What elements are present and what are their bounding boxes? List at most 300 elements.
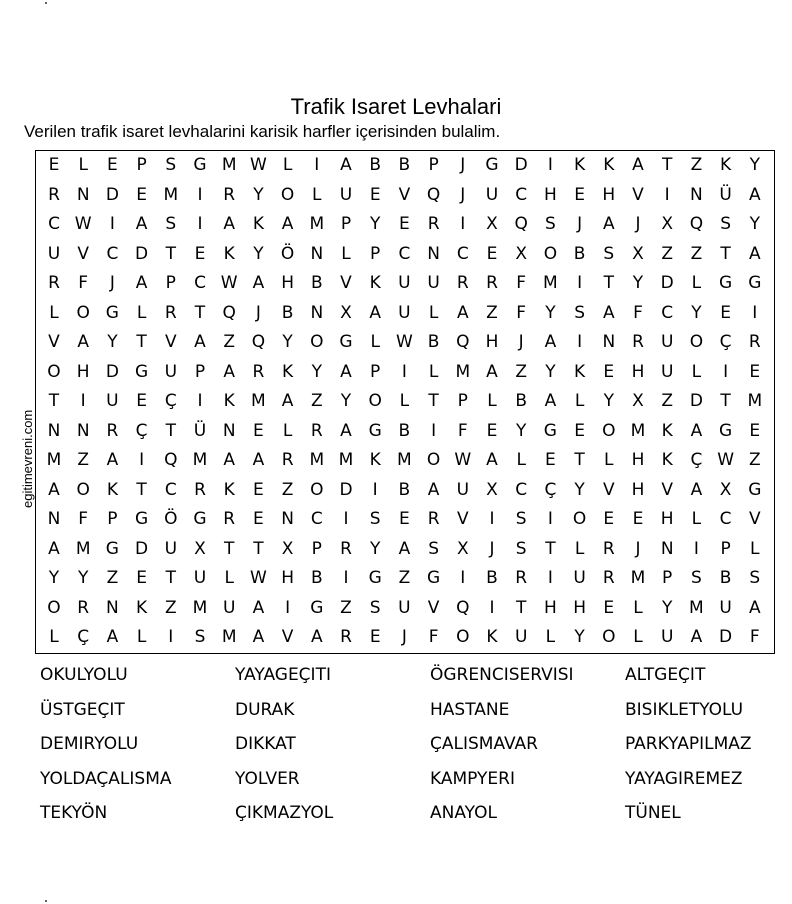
grid-letter[interactable]: S [544, 214, 556, 234]
grid-letter[interactable]: L [399, 391, 410, 411]
grid-letter[interactable]: L [750, 538, 760, 559]
grid-letter[interactable]: A [456, 302, 469, 323]
grid-letter[interactable]: M [221, 627, 237, 647]
grid-letter[interactable]: M [75, 538, 91, 559]
grid-letter[interactable]: E [574, 420, 585, 441]
grid-letter[interactable]: A [486, 450, 498, 470]
grid-letter[interactable]: H [281, 568, 294, 588]
grid-letter[interactable]: A [340, 420, 352, 441]
grid-letter[interactable]: D [135, 243, 149, 264]
grid-letter[interactable]: K [661, 420, 673, 441]
grid-letter[interactable]: U [398, 273, 411, 293]
grid-letter[interactable]: R [281, 450, 294, 470]
grid-letter[interactable]: D [719, 627, 733, 647]
grid-letter[interactable]: K [282, 361, 294, 382]
grid-letter[interactable]: R [340, 538, 352, 559]
grid-letter[interactable]: Ü [719, 184, 732, 205]
grid-letter[interactable]: H [602, 184, 616, 205]
grid-letter[interactable]: P [107, 509, 118, 529]
grid-letter[interactable]: H [76, 361, 90, 382]
grid-letter[interactable]: M [630, 420, 646, 441]
grid-letter[interactable]: T [720, 391, 731, 411]
grid-letter[interactable]: Y [107, 332, 118, 352]
grid-letter[interactable]: U [398, 597, 411, 618]
grid-letter[interactable]: Z [690, 243, 703, 264]
grid-letter[interactable]: E [749, 420, 761, 441]
grid-letter[interactable]: R [602, 538, 615, 559]
grid-letter[interactable]: T [253, 538, 264, 559]
grid-letter[interactable]: I [752, 302, 758, 323]
grid-letter[interactable]: B [398, 479, 411, 500]
grid-letter[interactable]: M [163, 184, 179, 205]
grid-letter[interactable]: L [428, 361, 439, 382]
grid-letter[interactable]: T [165, 243, 176, 264]
grid-letter[interactable]: R [48, 184, 60, 205]
grid-letter[interactable]: E [136, 568, 147, 588]
grid-letter[interactable]: Z [748, 450, 761, 470]
grid-letter[interactable]: P [340, 214, 352, 234]
grid-letter[interactable]: I [197, 391, 203, 411]
grid-letter[interactable]: S [194, 627, 206, 647]
grid-letter[interactable]: Z [340, 597, 352, 618]
grid-letter[interactable]: L [224, 568, 234, 588]
grid-letter[interactable]: K [661, 450, 673, 470]
grid-letter[interactable]: R [252, 361, 265, 382]
grid-letter[interactable]: J [518, 332, 524, 352]
grid-letter[interactable]: R [748, 332, 761, 352]
grid-letter[interactable]: A [748, 597, 761, 618]
grid-letter[interactable]: H [631, 479, 645, 500]
grid-letter[interactable]: O [310, 332, 324, 352]
grid-letter[interactable]: A [77, 332, 89, 352]
grid-letter[interactable]: O [456, 627, 470, 647]
grid-letter[interactable]: I [547, 509, 553, 529]
grid-letter[interactable]: L [370, 332, 380, 352]
grid-letter[interactable]: U [222, 597, 236, 618]
grid-letter[interactable]: A [690, 479, 703, 500]
grid-letter[interactable]: J [489, 538, 495, 559]
grid-letter[interactable]: U [339, 184, 353, 205]
grid-letter[interactable]: A [281, 214, 294, 234]
grid-letter[interactable]: J [255, 302, 261, 323]
grid-letter[interactable]: S [165, 214, 177, 234]
grid-letter[interactable]: I [577, 332, 583, 352]
grid-letter[interactable]: I [168, 627, 174, 647]
grid-letter[interactable]: N [660, 538, 674, 559]
grid-letter[interactable]: Y [603, 391, 614, 411]
grid-letter[interactable]: W [249, 568, 267, 588]
grid-letter[interactable]: V [77, 243, 89, 264]
grid-letter[interactable]: C [48, 214, 60, 234]
grid-letter[interactable]: U [485, 184, 499, 205]
grid-letter[interactable]: P [165, 273, 176, 293]
grid-letter[interactable]: E [48, 155, 60, 175]
grid-letter[interactable]: G [310, 597, 324, 618]
grid-letter[interactable]: S [165, 155, 177, 175]
grid-letter[interactable]: V [164, 332, 177, 352]
grid-letter[interactable]: M [192, 450, 208, 470]
grid-letter[interactable]: L [633, 597, 643, 618]
grid-letter[interactable]: O [689, 332, 704, 352]
grid-letter[interactable]: G [105, 538, 119, 559]
grid-letter[interactable]: T [428, 391, 439, 411]
grid-letter[interactable]: R [340, 627, 352, 647]
grid-letter[interactable]: D [660, 273, 674, 293]
grid-letter[interactable]: B [486, 568, 498, 588]
grid-letter[interactable]: N [310, 243, 324, 264]
grid-letter[interactable]: U [719, 597, 732, 618]
grid-letter[interactable]: C [515, 479, 528, 500]
grid-letter[interactable]: M [455, 361, 471, 382]
grid-letter[interactable]: A [252, 450, 265, 470]
grid-letter[interactable]: T [194, 302, 206, 323]
grid-letter[interactable]: A [340, 361, 352, 382]
grid-letter[interactable]: U [398, 302, 411, 323]
grid-letter[interactable]: G [368, 568, 382, 588]
grid-letter[interactable]: P [370, 243, 381, 264]
grid-letter[interactable]: U [193, 568, 207, 588]
grid-letter[interactable]: O [47, 597, 61, 618]
grid-letter[interactable]: Q [251, 332, 266, 352]
grid-letter[interactable]: H [485, 332, 499, 352]
grid-letter[interactable]: G [748, 479, 762, 500]
grid-letter[interactable]: J [635, 214, 641, 234]
grid-letter[interactable]: V [748, 509, 761, 529]
grid-letter[interactable]: L [545, 627, 556, 647]
grid-letter[interactable]: S [428, 538, 439, 559]
grid-letter[interactable]: R [427, 214, 440, 234]
grid-letter[interactable]: Q [514, 214, 528, 234]
grid-letter[interactable]: G [339, 332, 353, 352]
grid-letter[interactable]: X [632, 391, 644, 411]
grid-letter[interactable]: U [660, 627, 674, 647]
grid-letter[interactable]: O [602, 420, 616, 441]
grid-letter[interactable]: S [720, 214, 731, 234]
grid-letter[interactable]: J [635, 538, 641, 559]
grid-letter[interactable]: W [717, 450, 734, 470]
grid-letter[interactable]: L [604, 450, 614, 470]
grid-letter[interactable]: D [105, 184, 119, 205]
grid-letter[interactable]: A [310, 627, 323, 647]
grid-letter[interactable]: A [690, 627, 703, 647]
grid-letter[interactable]: T [165, 420, 176, 441]
grid-letter[interactable]: P [720, 538, 731, 559]
grid-letter[interactable]: L [282, 420, 293, 441]
grid-letter[interactable]: E [749, 361, 761, 382]
grid-letter[interactable]: I [431, 420, 437, 441]
grid-letter[interactable]: C [661, 302, 674, 323]
grid-letter[interactable]: Z [310, 391, 323, 411]
grid-letter[interactable]: G [748, 273, 762, 293]
grid-letter[interactable]: L [282, 155, 293, 175]
grid-letter[interactable]: K [720, 155, 732, 175]
grid-letter[interactable]: Q [689, 214, 704, 234]
grid-letter[interactable]: E [632, 509, 644, 529]
grid-letter[interactable]: F [516, 302, 527, 323]
grid-letter[interactable]: K [574, 361, 586, 382]
grid-letter[interactable]: O [47, 361, 61, 382]
grid-letter[interactable]: L [136, 302, 147, 323]
grid-letter[interactable]: P [662, 568, 673, 588]
grid-letter[interactable]: Y [545, 302, 556, 323]
grid-letter[interactable]: X [719, 479, 732, 500]
grid-letter[interactable]: A [252, 627, 265, 647]
grid-letter[interactable]: R [486, 273, 498, 293]
grid-letter[interactable]: V [632, 184, 644, 205]
grid-letter[interactable]: A [690, 420, 703, 441]
grid-letter[interactable]: G [105, 302, 119, 323]
grid-letter[interactable]: O [572, 509, 587, 529]
grid-letter[interactable]: V [427, 597, 440, 618]
grid-letter[interactable]: E [603, 597, 615, 618]
grid-letter[interactable]: N [47, 509, 61, 529]
grid-letter[interactable]: E [253, 420, 264, 441]
grid-letter[interactable]: J [109, 273, 115, 293]
grid-letter[interactable]: Y [749, 155, 760, 175]
grid-letter[interactable]: H [660, 509, 674, 529]
grid-letter[interactable]: H [543, 184, 557, 205]
grid-letter[interactable]: G [368, 420, 382, 441]
grid-letter[interactable]: B [398, 420, 411, 441]
grid-letter[interactable]: P [370, 361, 381, 382]
grid-letter[interactable]: I [285, 597, 291, 618]
grid-letter[interactable]: I [693, 538, 699, 559]
grid-letter[interactable]: G [193, 509, 207, 529]
grid-letter[interactable]: R [456, 273, 469, 293]
grid-letter[interactable]: D [135, 538, 149, 559]
grid-letter[interactable]: G [719, 273, 733, 293]
grid-letter[interactable]: L [633, 627, 643, 647]
grid-letter[interactable]: E [399, 509, 410, 529]
grid-letter[interactable]: S [369, 597, 381, 618]
grid-letter[interactable]: T [574, 450, 585, 470]
grid-letter[interactable]: H [543, 597, 557, 618]
grid-letter[interactable]: I [139, 450, 145, 470]
grid-letter[interactable]: Y [48, 568, 60, 588]
grid-letter[interactable]: N [47, 420, 61, 441]
grid-letter[interactable]: O [310, 479, 324, 500]
grid-letter[interactable]: L [487, 391, 497, 411]
grid-letter[interactable]: A [48, 538, 60, 559]
grid-letter[interactable]: X [486, 214, 498, 234]
grid-letter[interactable]: R [515, 568, 528, 588]
grid-letter[interactable]: O [280, 184, 295, 205]
grid-letter[interactable]: A [369, 302, 381, 323]
grid-letter[interactable]: Z [223, 332, 236, 352]
grid-letter[interactable]: S [515, 509, 527, 529]
grid-letter[interactable]: G [193, 155, 207, 175]
grid-letter[interactable]: P [457, 391, 468, 411]
grid-letter[interactable]: U [164, 538, 178, 559]
grid-letter[interactable]: K [223, 243, 235, 264]
grid-letter[interactable]: N [76, 184, 90, 205]
grid-letter[interactable]: L [428, 302, 439, 323]
grid-letter[interactable]: G [427, 568, 441, 588]
grid-letter[interactable]: Y [545, 361, 556, 382]
grid-letter[interactable]: I [460, 214, 466, 234]
grid-letter[interactable]: S [515, 538, 527, 559]
grid-letter[interactable]: A [602, 214, 615, 234]
grid-letter[interactable]: V [456, 509, 469, 529]
grid-letter[interactable]: N [281, 509, 294, 529]
grid-letter[interactable]: M [251, 391, 266, 411]
grid-letter[interactable]: N [690, 184, 703, 205]
grid-letter[interactable]: R [194, 479, 206, 500]
grid-letter[interactable]: P [428, 155, 439, 175]
grid-letter[interactable]: I [314, 155, 320, 175]
grid-letter[interactable]: X [194, 538, 206, 559]
grid-letter[interactable]: X [456, 538, 469, 559]
grid-letter[interactable]: M [309, 214, 325, 234]
grid-letter[interactable]: W [220, 273, 238, 293]
grid-letter[interactable]: Ü [193, 420, 207, 441]
grid-letter[interactable]: R [106, 420, 119, 441]
grid-letter[interactable]: Ç [690, 450, 703, 470]
grid-letter[interactable]: K [574, 155, 586, 175]
grid-letter[interactable]: E [486, 420, 498, 441]
grid-letter[interactable]: Z [398, 568, 411, 588]
grid-letter[interactable]: N [310, 302, 324, 323]
grid-letter[interactable]: Y [253, 184, 264, 205]
grid-letter[interactable]: I [372, 479, 378, 500]
grid-letter[interactable]: E [253, 509, 264, 529]
grid-letter[interactable]: E [369, 627, 381, 647]
grid-letter[interactable]: L [691, 509, 702, 529]
grid-letter[interactable]: P [194, 361, 206, 382]
grid-letter[interactable]: T [720, 243, 731, 264]
grid-letter[interactable]: G [543, 420, 557, 441]
grid-letter[interactable]: R [602, 568, 615, 588]
grid-letter[interactable]: M [221, 155, 237, 175]
grid-letter[interactable]: I [343, 568, 349, 588]
grid-letter[interactable]: Y [369, 214, 381, 234]
grid-letter[interactable]: M [192, 597, 208, 618]
grid-letter[interactable]: G [719, 420, 733, 441]
grid-letter[interactable]: L [78, 155, 88, 175]
grid-letter[interactable]: A [544, 332, 557, 352]
grid-letter[interactable]: I [489, 597, 495, 618]
grid-letter[interactable]: C [398, 243, 411, 264]
grid-letter[interactable]: A [106, 450, 119, 470]
grid-letter[interactable]: Y [282, 332, 293, 352]
grid-letter[interactable]: A [223, 450, 235, 470]
grid-letter[interactable]: U [660, 361, 674, 382]
grid-letter[interactable]: A [194, 332, 206, 352]
grid-letter[interactable]: E [486, 243, 498, 264]
grid-letter[interactable]: A [252, 273, 265, 293]
grid-letter[interactable]: F [78, 273, 89, 293]
grid-letter[interactable]: M [747, 391, 763, 411]
grid-letter[interactable]: U [427, 273, 440, 293]
grid-letter[interactable]: Y [632, 273, 644, 293]
grid-letter[interactable]: M [689, 597, 704, 618]
grid-letter[interactable]: L [691, 361, 702, 382]
grid-letter[interactable]: C [719, 509, 732, 529]
grid-letter[interactable]: R [77, 597, 90, 618]
grid-letter[interactable]: I [80, 391, 86, 411]
grid-letter[interactable]: X [486, 479, 498, 500]
grid-letter[interactable]: M [397, 450, 412, 470]
grid-letter[interactable]: M [46, 450, 62, 470]
grid-letter[interactable]: I [401, 361, 407, 382]
grid-letter[interactable]: Ç [135, 420, 148, 441]
grid-letter[interactable]: T [661, 155, 673, 175]
grid-letter[interactable]: Z [661, 243, 674, 264]
grid-letter[interactable]: E [136, 391, 147, 411]
grid-letter[interactable]: X [632, 243, 644, 264]
grid-letter[interactable]: Y [369, 538, 381, 559]
grid-letter[interactable]: A [486, 361, 498, 382]
grid-letter[interactable]: M [309, 450, 325, 470]
grid-letter[interactable]: G [485, 155, 499, 175]
grid-letter[interactable]: B [398, 155, 411, 175]
grid-letter[interactable]: F [457, 420, 468, 441]
grid-letter[interactable]: M [543, 273, 558, 293]
grid-letter[interactable]: T [136, 479, 147, 500]
grid-letter[interactable]: C [310, 509, 323, 529]
grid-letter[interactable]: H [573, 597, 586, 618]
grid-letter[interactable]: W [249, 155, 267, 175]
grid-letter[interactable]: A [398, 538, 411, 559]
grid-letter[interactable]: I [197, 184, 203, 205]
grid-letter[interactable]: Z [486, 302, 498, 323]
grid-letter[interactable]: Ç [544, 479, 557, 500]
grid-letter[interactable]: M [630, 568, 646, 588]
grid-letter[interactable]: A [106, 627, 119, 647]
grid-letter[interactable]: E [399, 214, 410, 234]
grid-letter[interactable]: T [515, 597, 527, 618]
grid-letter[interactable]: I [460, 568, 466, 588]
grid-letter[interactable]: N [222, 420, 236, 441]
grid-letter[interactable]: P [136, 155, 147, 175]
grid-letter[interactable]: A [223, 214, 235, 234]
grid-letter[interactable]: K [223, 391, 235, 411]
grid-letter[interactable]: K [106, 479, 118, 500]
grid-letter[interactable]: T [136, 332, 147, 352]
grid-letter[interactable]: I [197, 214, 203, 234]
grid-letter[interactable]: V [340, 273, 352, 293]
grid-letter[interactable]: O [76, 479, 90, 500]
grid-letter[interactable]: T [603, 273, 614, 293]
grid-letter[interactable]: F [633, 302, 643, 323]
grid-letter[interactable]: K [486, 627, 498, 647]
grid-letter[interactable]: L [341, 243, 351, 264]
grid-letter[interactable]: R [632, 332, 644, 352]
grid-letter[interactable]: M [338, 450, 354, 470]
grid-letter[interactable]: K [252, 214, 264, 234]
grid-letter[interactable]: Y [253, 243, 264, 264]
grid-letter[interactable]: L [574, 538, 585, 559]
grid-letter[interactable]: I [109, 214, 115, 234]
grid-letter[interactable]: U [456, 479, 470, 500]
grid-letter[interactable]: E [253, 479, 264, 500]
grid-letter[interactable]: Z [281, 479, 294, 500]
grid-letter[interactable]: Y [515, 420, 527, 441]
grid-letter[interactable]: I [664, 184, 670, 205]
grid-letter[interactable]: I [723, 361, 729, 382]
grid-letter[interactable]: A [602, 302, 615, 323]
grid-letter[interactable]: B [310, 273, 323, 293]
grid-letter[interactable]: E [136, 184, 147, 205]
grid-letter[interactable]: L [49, 302, 59, 323]
grid-letter[interactable]: D [339, 479, 353, 500]
grid-letter[interactable]: C [194, 273, 206, 293]
grid-letter[interactable]: Z [106, 568, 119, 588]
grid-letter[interactable]: O [76, 302, 90, 323]
grid-letter[interactable]: Z [77, 450, 90, 470]
grid-letter[interactable]: D [689, 391, 703, 411]
grid-letter[interactable]: A [135, 214, 148, 234]
